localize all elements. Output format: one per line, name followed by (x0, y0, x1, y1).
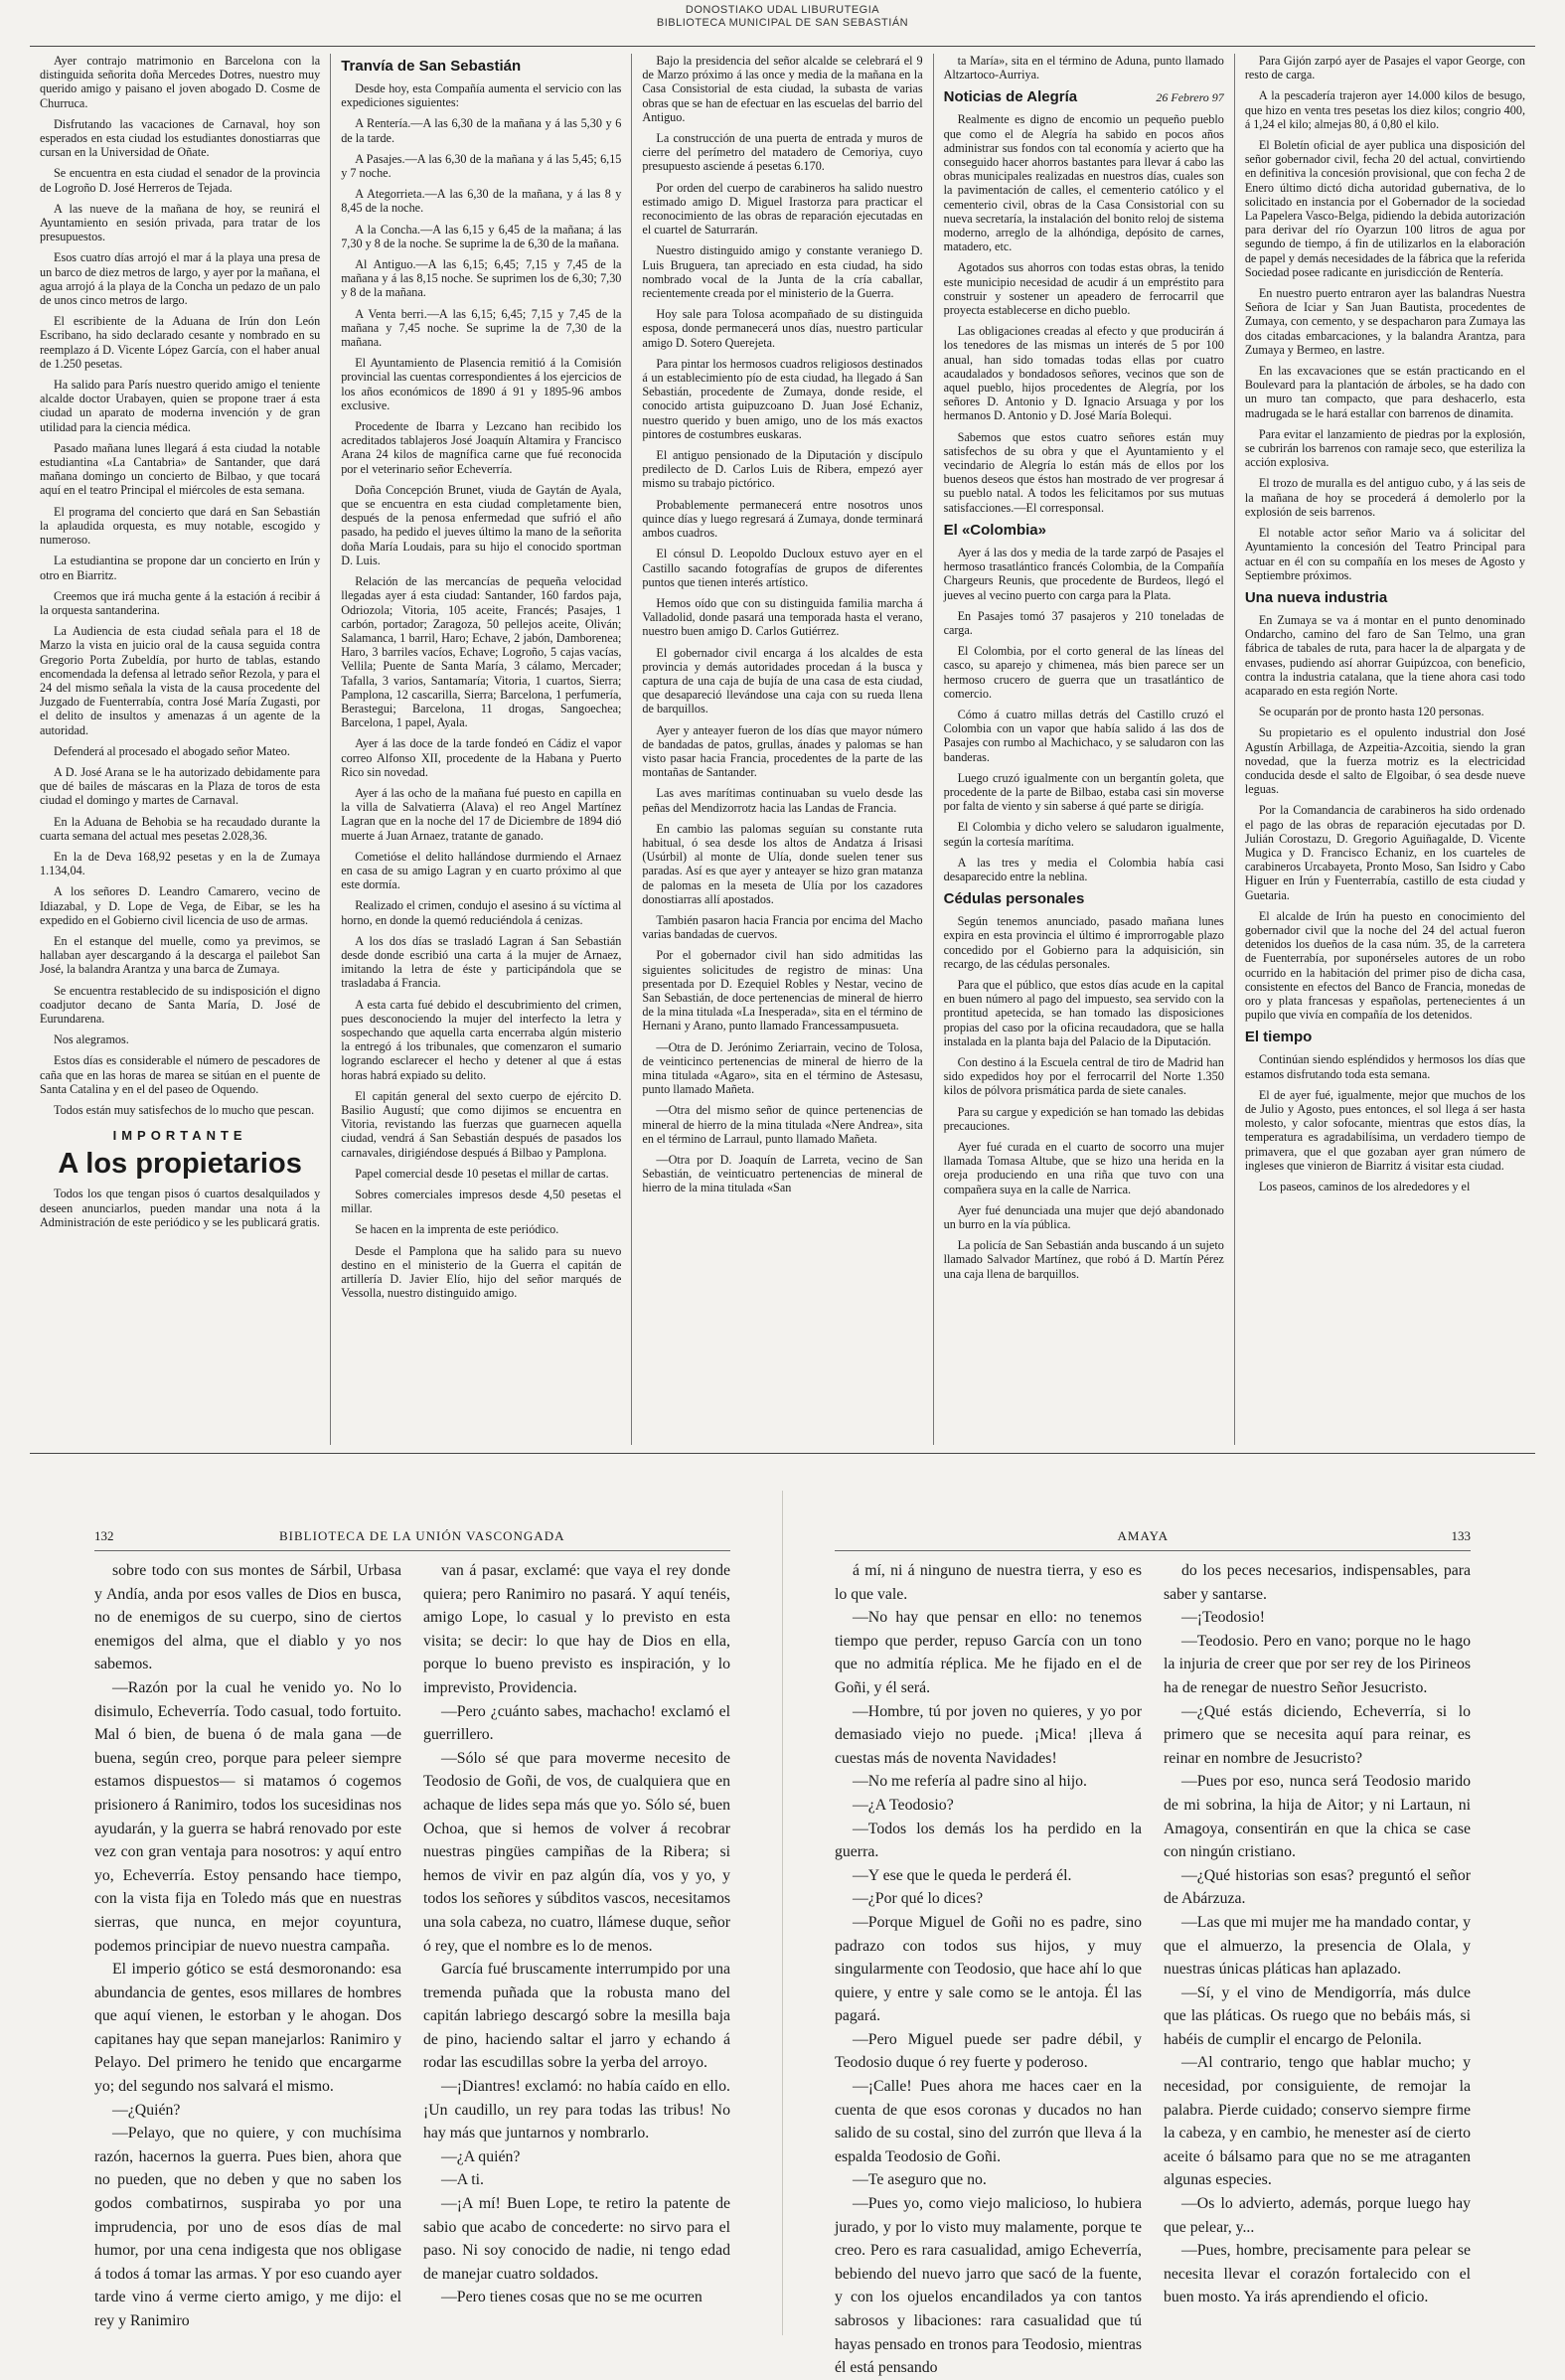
news-paragraph: A D. José Arana se le ha autorizado debidamente para que dé bailes de máscaras en la Plaza de toros de esta ciudad el domingo y martes de Carnaval. (40, 764, 321, 808)
running-title-right: AMAYA (1117, 1528, 1169, 1543)
news-paragraph: En las excavaciones que se están practicando en el Boulevard para la plantación de árboles, se ha dado con un muro tan compacto, que para deshacerlo, esta madrugada se le hará estallar con barrenos de dinamita. (1244, 364, 1526, 420)
section-heading: El tiempo (1244, 1029, 1313, 1046)
book-paragraph: —Pues por eso, nunca será Teodosio marido de mi sobrina, la hija de Aitor; y ni Lartaun, ni Amagoya, consentirán en que la chica se case con ningún cristiano. (1164, 1773, 1471, 1861)
news-paragraph: Cometióse el delito hallándose durmiendo el Arnaez en casa de su amigo Lagran y en cuarto próximo al que este dormía. (341, 849, 622, 892)
notice-label: IMPORTANTE (112, 1128, 247, 1144)
book-paragraph: —Pues yo, como viejo malicioso, lo hubiera jurado, y por lo visto muy malamente, porque te creo. Pero es rara casualidad, amigo Echeverría, bebiendo del nuevo jarro que sacó de la fuente, y con los ojuelos encandilados ya con tantos sabrosos y libaciones: rara casualidad que tú hayas pensado en tronos para Teodosio, mientras él está pensando (835, 2195, 1142, 2377)
news-paragraph: El antiguo pensionado de la Diputación y discípulo predilecto de D. Carlos Luis de Ribera, empezó ayer mismo su trabajo pictórico. (642, 448, 923, 491)
news-paragraph: Esos cuatro días arrojó el mar á la playa una presa de un barco de diez metros de largo, y ayer por la mañana, el agua arrojó á la playa de la Concha un pedazo de un palo de unos cinco metros de largo. (40, 250, 321, 308)
news-paragraph: Las obligaciones creadas al efecto y que producirán á los tenedores de las mismas un interés de 5 por 100 anual, han sido tomadas todas ellas por cuatro acaudalados y bondadosos señores, vecinos que son de aquel pueblo, hijos procedentes de Alegría, por los señores D. Antonio y D. Ignacio Arsuaga y por los hermanos D. Antonio y D. José María Bolequi. (943, 324, 1224, 423)
book-paragraph: —Te aseguro que no. (853, 2171, 987, 2189)
news-paragraph: Procedente de Ibarra y Lezcano han recibido los acreditados tablajeros José Joaquín Altamira y Francisco Arana 24 kilos de magnífica carne que fué reconocida por el veterinario señor Echeverría. (341, 419, 622, 476)
news-paragraph: En el estanque del muelle, como ya previmos, se hallaban ayer descargando á la descarga el pailebot San José, la balandra Arantza y una barca de Zumaya. (40, 933, 321, 977)
book-paragraph: —Hombre, tú por joven no quieres, y yo por demasiado viejo no puede. ¡Mica! ¡lleva á cuestas más de noventa Navidades! (835, 1702, 1142, 1767)
news-paragraph: Creemos que irá mucha gente á la estación á recibir á la orquesta santanderina. (40, 588, 321, 617)
news-paragraph: Estos días es considerable el número de pescadores de caña que en las horas de marea se sitúan en el puente de Santa Catalina y en el del paseo de Oquendo. (40, 1053, 321, 1096)
news-paragraph: El alcalde de Irún ha puesto en conocimiento del gobernador civil que la noche del 24 del actual fueron detenidos los dueños de la casa núm. 35, de la carretera de Fuenterrabía, por suponérseles autores de un robo ocurrido en la habitación del primer piso de dicha casa, consistente en efectos del Banco de Francia, monedas de oro y plata francesas y españolas, pertenecientes á un pupilo que vivía en compañía de los detenidos. (1244, 908, 1526, 1023)
news-paragraph: Se ocuparán por de pronto hasta 120 personas. (1258, 705, 1485, 719)
news-paragraph: Agotados sus ahorros con todas estas obras, la tenido este municipio necesidad de acudir á un empréstito para construir y sostener un apeadero de ferrocarril que proyecta establecerse en dicho pueblo. (943, 260, 1224, 318)
news-paragraph: También pasaron hacia Francia por encima del Macho varias bandadas de cuervos. (642, 912, 923, 942)
news-paragraph: Probablemente permanecerá entre nosotros unos quince días y luego regresará á Zumaya, donde terminará ambos cuadros. (642, 497, 923, 541)
news-paragraph: A las tres y media el Colombia había casi desaparecido entre la neblina. (943, 855, 1224, 883)
book-paragraph: —Pues, hombre, precisamente para pelear se necesita llevar el corazón fortalecido con el buen mosto. Ya irás aprendiendo el oficio. (1164, 2242, 1471, 2306)
book-paragraph: á mí, ni á ninguno de nuestra tierra, y eso es lo que vale. (835, 1562, 1142, 1603)
news-paragraph: Para Gijón zarpó ayer de Pasajes el vapor George, con resto de carga. (1244, 54, 1526, 82)
news-paragraph: El cónsul D. Leopoldo Ducloux estuvo ayer en el Castillo sacando fotografías de grupos de diferentes puntos que tienen interés artístico. (642, 547, 923, 589)
news-paragraph: —Otra de D. Jerónimo Zeriarrain, vecino de Tolosa, de veinticinco pertenencias de mineral de hierro de la mina titulada «Agaro», sita en el término de Astesasu, punto llamado Mañeta. (642, 1039, 923, 1097)
news-paragraph: Ayer fué denunciada una mujer que dejó abandonado un burro en la vía pública. (943, 1202, 1224, 1232)
news-paragraph: Ayer contrajo matrimonio en Barcelona con la distinguida señorita doña Mercedes Dotres, nuestro muy querido amigo y paisano el joven abogado D. Cosme de Churruca. (40, 54, 321, 110)
book-paragraph: —¡Calle! Pues ahora me haces caer en la cuenta de que esos coronas y ducados no han salido de su costal, sino del zurrón que lleva á la espalda Teodosio de Goñi. (835, 2078, 1142, 2165)
page-number-right: 133 (1451, 1528, 1471, 1543)
news-paragraph: El capitán general del sexto cuerpo de ejército D. Basilio Augustí; que como dijimos se encuentra en Vitoria, revistando las fuerzas que guarnecen aquella ciudad, vendrá á San Sebastián después de pasados los carnavales, dirigiéndose después á Bilbao y Pamplona. (341, 1088, 622, 1160)
section-heading-title: Noticias de Alegría (943, 88, 1078, 106)
news-paragraph: A Pasajes.—A las 6,30 de la mañana y á las 5,45; 6,15 y 7 noche. (341, 151, 622, 181)
book-paragraph: —Sólo sé que para moverme necesito de Teodosio de Goñi, de vos, de cualquiera que en achaque de lides sepa más que yo. Sólo sé, buen Ochoa, que si hemos de volver á recobrar nuestras pingües campiñas de la Ribera; si hemos de vivir en paz algún día, vos y yo, y todos los señores y súbditos vascos, necesitamos una sola cabeza, no cuatro, llámese duque, señor ó rey, que el nombre es lo de menos. (423, 1749, 730, 1955)
book-paragraph: —¡Teodosio! (1181, 1609, 1266, 1627)
news-paragraph: Doña Concepción Brunet, viuda de Gaytán de Ayala, que se encuentra en esta ciudad completamente bien, después de la penosa enfermedad que sufrió el año pasado, ha pedido el jueves último la mano de la señorita doña María Loudais, para su hijo el conocido sportman D. Luis. (341, 482, 622, 567)
running-title-left: BIBLIOTECA DE LA UNIÓN VASCONGADA (279, 1528, 565, 1543)
news-paragraph: La policía de San Sebastián anda buscando á un sujeto llamado Salvador Martínez, que robó á D. Martín Pérez una caja llena de barquillos. (943, 1238, 1224, 1281)
news-paragraph: Papel comercial desde 10 pesetas el millar de cartas. (355, 1166, 609, 1181)
section-heading: El «Colombia» (943, 521, 1046, 539)
book-right-column-1 (835, 1559, 1142, 2377)
news-paragraph: Bajo la presidencia del señor alcalde se celebrará el 9 de Marzo próximo á las once y media de la mañana en la Casa Consistorial de esta ciudad, la subasta de varias obras que se han de efectuar en las escuelas del barrio del Antiguo. (642, 54, 923, 124)
section-heading: Cédulas personales (943, 890, 1085, 908)
news-paragraph: A la pescadería trajeron ayer 14.000 kilos de besugo, que hizo en venta tres pesetas los diez kilos; congrio 400, á 1,24 el kilo; almejas 80, á 0,80 el kilo. (1244, 88, 1526, 131)
news-paragraph: Al Antiguo.—A las 6,15; 6,45; 7,15 y 7,45 de la mañana y á las 8,15 noche. Se suprimen los de 6,30; 7,30 y 8 de la mañana. (341, 257, 622, 300)
news-paragraph: ta María», sita en el término de Aduna, punto llamado Altzartoco-Aurriya. (943, 54, 1224, 82)
news-paragraph: Cómo á cuatro millas detrás del Castillo cruzó el Colombia con un vapor que había salido á las dos de Pasajes con rumbo al Machichaco, y se saludaron con las banderas. (943, 707, 1224, 764)
book-paragraph: sobre todo con sus montes de Sárbil, Urbasa y Andía, anda por esos valles de Dios en busca, no de enemigos de su cuerpo, sino de ciertos enemigos del alma, que el diablo y yo nos sabemos. (94, 1562, 401, 1673)
notice-headline: A los propietarios (58, 1148, 302, 1181)
book-paragraph: —¿Qué estás diciendo, Echeverría, si lo primero que se necesita aquí para reinar, es reinar en nombre de Jesucristo? (1164, 1702, 1471, 1767)
book-page-left-header (94, 1528, 730, 1551)
news-paragraph: A los dos días se trasladó Lagran á San Sebastián desde donde escribió una carta á la mujer de Arnaez, imitando la letra de éste y participándola que se trasladaba á Francia. (341, 933, 622, 991)
book-paragraph: —No me refería al padre sino al hijo. (853, 1773, 1087, 1791)
news-paragraph: Defenderá al procesado el abogado señor Mateo. (54, 743, 290, 758)
book-paragraph: —Sí, y el vino de Mendigorría, más dulce que las pláticas. Os ruego que no bebáis más, si habéis de cumplir el encargo de Pelonila. (1164, 1983, 1471, 2048)
book-paragraph: —Al contrario, tengo que hablar mucho; y necesidad, por consiguiente, de remojar la palabra. Pierde cuidado; conservo siempre firme la cabeza, y en cambio, he menester así de cierto aceite ó bálsamo para que no se me atraganten algunas especies. (1164, 2054, 1471, 2189)
news-paragraph: El programa del concierto que dará en San Sebastián la aplaudida orquesta, es muy notable, escogido y numeroso. (40, 504, 321, 548)
news-paragraph: Las aves marítimas continuaban su vuelo desde las peñas del Mendizorrotz hacia las Landas de Francia. (642, 786, 923, 815)
book-paragraph: —Teodosio. Pero en vano; porque no le hago la injuria de creer que por ser rey de los Pirineos ha de renegar de nuestro Señor Jesucristo. (1164, 1632, 1471, 1696)
library-stamp-line2: BIBLIOTECA MUNICIPAL DE SAN SEBASTIÁN (656, 17, 909, 29)
book-paragraph: do los peces necesarios, indispensables, para saber y santarse. (1164, 1562, 1471, 1603)
news-paragraph: La estudiantina se propone dar un concierto en Irún y otro en Biarritz. (40, 554, 321, 582)
news-paragraph: Para pintar los hermosos cuadros religiosos destinados á un establecimiento pío de esta ciudad, ha llegado á San Sebastián, procedente de Zumaya, donde reside, el conocido artista guipuzcoano D. Juan José Echaniz, nuestro querido y buen amigo, uno de los más exactos pintores de costumbres euskaras. (642, 356, 923, 441)
news-paragraph: En cambio las palomas seguían su constante ruta habitual, ó sea desde los altos de Andatza á Irisasi (Usúrbil) al monte de Ulía, donde suelen tener sus paradas. Así es que ayer y anteayer se hizo gran matanza de palomas en la meseta de Ulía por los cazadores donostiarras allí apostados. (642, 821, 923, 906)
book-paragraph: El imperio gótico se está desmoronando: esa abundancia de gentes, esos millares de hombres que aquí vienen, le estorban y le ahogan. Dos capitanes hay que sepan manejarlos: Ranimiro y Pelayo. Del primero he tenido que encargarme yo; del segundo nos salvará el mismo. (94, 1961, 401, 2096)
news-paragraph: Continúan siendo espléndidos y hermosos los días que estamos disfrutando toda esta semana. (1244, 1052, 1526, 1081)
book-page-left (94, 1528, 730, 2329)
news-paragraph: Ayer y anteayer fueron de los días que mayor número de bandadas de patos, grullas, ánades y palomas se han visto pasar hacia Francia, procedentes de la parte de las montañas de Santander. (642, 722, 923, 780)
book-paragraph: García fué bruscamente interrumpido por una tremenda puñada que la robusta mano del capitán labriego descargó sobre la mesilla baja de pino, haciendo saltar el jarro y echando á rodar las escudillas sobre la yerba del arroyo. (423, 1961, 730, 2072)
book-paragraph: —A ti. (441, 2171, 485, 2189)
news-paragraph: —Otra por D. Joaquín de Larreta, vecino de San Sebastián, de veinticuatro pertenencias de mineral de hierro de la mina titulada «San (642, 1153, 923, 1195)
book-paragraph: van á pasar, exclamé: que vaya el rey donde quiera; pero Ranimiro no pasará. Y aquí tenéis, amigo Lope, lo casual y lo previsto en esta visita; se decir: lo que hay de Dios en ella, porque lo bueno previsto es inspiración, y lo imprevisto, Providencia. (423, 1562, 730, 1696)
library-stamp-line1: DONOSTIAKO UDAL LIBURUTEGIA (685, 4, 880, 16)
news-paragraph: Desde el Pamplona que ha salido para su nuevo destino en el ministerio de la Guerra el capitán de artillería D. Javier Elío, hijo del señor marqués de Vessolla, nuestro distinguido amigo. (341, 1243, 622, 1301)
news-paragraph: El Colombia y dicho velero se saludaron igualmente, según la cortesía marítima. (943, 820, 1224, 849)
book-paragraph: —No hay que pensar en ello: no tenemos tiempo que perder, repuso García con un tono que no admitía réplica. Me he fijado en el de Goñi, y él será. (835, 1609, 1142, 1696)
section-heading: Tranvía de San Sebastián (341, 58, 522, 75)
book-paragraph: —Pero tienes cosas que no se me ocurren (441, 2289, 703, 2306)
news-paragraph: Disfrutando las vacaciones de Carnaval, hoy son esperados en esta ciudad los estudiantes donostiarras que cursan en la Universidad de Oñate. (40, 116, 321, 160)
book-paragraph: —Y ese que le queda le perderá él. (853, 1866, 1072, 1884)
news-paragraph: A Rentería.—A las 6,30 de la mañana y á las 5,30 y 6 de la tarde. (341, 116, 622, 145)
book-paragraph: —¿Quién? (112, 2101, 181, 2119)
book-paragraph: —Las que mi mujer me ha mandado contar, y que el almuerzo, la presencia de Olala, y nuestras únicas pláticas han aplazado. (1164, 1913, 1471, 1979)
book-right-column-2 (1164, 1559, 1471, 2314)
book-paragraph: —Porque Miguel de Goñi no es padre, sino padrazo con todos sus hijos, y muy singularmente con Teodosio, que hace ahí lo que quiere, y entre y sale como se le antoja. Él las pagará. (835, 1913, 1142, 2025)
news-paragraph: Según tenemos anunciado, pasado mañana lunes expira en esta provincia el último é improrrogable plazo concedido por el Gobierno para la adquisición, sin recargo, de las cédulas personales. (943, 914, 1224, 971)
news-paragraph: Ayer fué curada en el cuarto de socorro una mujer llamada Tomasa Altube, que se hizo una herida en la oreja produciendo en una riña que tuvo con una compañera suya en la calle de Narrica. (943, 1140, 1224, 1196)
news-paragraph: En la Aduana de Behobia se ha recaudado durante la cuarta semana del actual mes pesetas 2.028,36. (40, 814, 321, 843)
header-rule (30, 46, 1535, 47)
newspaper-bottom-rule (30, 1453, 1535, 1454)
news-paragraph: —Otra del mismo señor de quince pertenencias de mineral de hierro de la mina titulada «Nere Andrea», sita en el término de Larraul, punto llamado Mañeta. (642, 1103, 923, 1146)
news-paragraph: Luego cruzó igualmente con un bergantín goleta, que procedente de la parte de Bilbao, estaba casi sin moverse por falta de viento y sin saberse á qué parte se dirigía. (943, 770, 1224, 814)
news-paragraph: A Ategorrieta.—A las 6,30 de la mañana, y á las 8 y 8,45 de la noche. (341, 187, 622, 216)
news-paragraph: Desde hoy, esta Compañía aumenta el servicio con las expediciones siguientes: (341, 81, 622, 110)
news-paragraph: Se hacen en la imprenta de este periódico. (355, 1222, 559, 1237)
newspaper-column-1 (30, 54, 330, 1445)
news-paragraph: La construcción de una puerta de entrada y muros de cierre del perímetro del matadero de Cemoriya, cuyo presupuesto asciende á pesetas 6.170. (642, 131, 923, 174)
news-paragraph: Para que el público, que estos días acude en la capital en buen número al pago del impuesto, sea servido con la prontitud apetecida, se han tomado las disposiciones propias del caso por la oficina recaudadora, que se halla instalada en la planta baja del Palacio de la Diputación. (943, 977, 1224, 1048)
news-paragraph: A esta carta fué debido el descubrimiento del crimen, pues desconociendo la mujer del interfecto la letra y sospechando que aquella carta encerraba algún misterio la entregó á los tribunales, que comenzaron el sumario logrando esclarecer el hecho y detener al que á estas horas habrá expiado su delito. (341, 997, 622, 1082)
section-heading (944, 88, 1224, 106)
news-paragraph: Los paseos, caminos de los alrededores y el (1258, 1180, 1471, 1194)
news-paragraph: La Audiencia de esta ciudad señala para el 18 de Marzo la vista en juicio oral de la causa seguida contra Gregorio Porta Zubeldía, por hurto de tablas, estando encomendada la defensa al letrado señor Rezola, y para el 24 del mismo señala la vista de la causa procedente del Juzgado de Fuenterrabía, contra José María Zugasti, por el delito de insultos y amenazas á un agente de la autoridad. (40, 624, 321, 737)
news-paragraph: El trozo de muralla es del antiguo cubo, y á las seis de la mañana de hoy se procederá á demolerlo por la explosión de seis barrenos. (1244, 476, 1526, 519)
news-paragraph: El Colombia, por el corto general de las líneas del casco, su aparejo y chimenea, más bien parece ser un hermoso crucero de guerra que un trasatlántico de comercio. (943, 644, 1224, 701)
news-paragraph: Por la Comandancia de carabineros ha sido ordenado el pago de las obras de reparación ejecutadas por D. Julián Corostazu, D. Gregorio Aguiñagalde, D. Vicente Mugica y D. Francisco Echaniz, en los cuarteles de carabineros Urcabayeta, Pronto Moso, San Isidro y Cabo Higuer en Irún y Fuenterrabía, castillo de esta ciudad y Guetaria. (1244, 803, 1526, 902)
news-paragraph: Nuestro distinguido amigo y constante veraniego D. Luis Bruguera, tan apreciado en esta ciudad, ha sido nombrado vocal de la Junta de la cría caballar, recientemente creada por el ministerio de la Guerra. (642, 243, 923, 301)
news-paragraph: Realmente es digno de encomio un pequeño pueblo que como el de Alegría ha sabido en pocos años administrar sus fondos con tal economía y acierto que ha conseguido hacer ahorros bastantes para llevar á cabo las obras municipales realizadas en nuestros días, cuales son la pavimentación de calles, el cementerio católico y el cementerio civil, obras de la Casa Consistorial con su nueva secretaría, la instalación del bonito reloj de sistema moderno, arreglo de la alhóndiga, depósito de carnes, matadero, etc. (943, 112, 1224, 254)
news-paragraph: Hoy sale para Tolosa acompañado de su distinguida esposa, donde permanecerá unos días, nuestro particular amigo D. Sotero Querejeta. (642, 307, 923, 350)
book-paragraph: —Razón por la cual he venido yo. No lo disimulo, Echeverría. Todo casual, todo fortuito. Mal ó bien, de buena ó de mala gana —de buena, según creo, porque para peleer siempre estamos dispuestos— si matamos ó cogemos prisionero á Ranimiro, todos los sucesidinas nos ayudarán, y la guerra se habrá renovado por este vez con gran ventaja para nosotros: y aquí entro yo, Echeverría. Estoy pensando hace tiempo, con la vista fija en Toledo más que en nuestras sierras, que nunca, en mejor coyuntura, podemos principiar de nuevo nuestra campaña. (94, 1678, 401, 1955)
book-paragraph: —Todos los demás los ha perdido en la guerra. (835, 1820, 1142, 1861)
news-paragraph: El escribiente de la Aduana de Irún don León Escribano, ha sido declarado cesante y nombrado en su reemplazo á D. Vicente López García, con el haber anual de 1.250 pesetas. (40, 314, 321, 371)
book-paragraph: —Pero Miguel puede ser padre débil, y Teodosio duque ó rey fuerte y poderoso. (835, 2030, 1142, 2072)
news-paragraph: Pasado mañana lunes llegará á esta ciudad la notable estudiantina «La Cantabria» de Santander, que dará mañana domingo un concierto de Bilbao, y que tocará aquí en el teatro Principal el miércoles de esta semana. (40, 440, 321, 498)
news-paragraph: El notable actor señor Mario va á solicitar del Ayuntamiento la concesión del Teatro Principal para actuar en él con su compañía en los meses de Agosto y Septiembre próximos. (1244, 526, 1526, 582)
news-paragraph: A la Concha.—A las 6,15 y 6,45 de la mañana; á las 7,30 y 8 de la noche. Se suprime la de 6,30 de la mañana. (341, 222, 622, 250)
news-paragraph: Ayer á las ocho de la mañana fué puesto en capilla en la villa de Salvatierra (Alava) el reo Angel Martínez Lagran que en la noche del 17 de Diciembre de 1894 dió muerte á Juan Arnaez, tratante de ganado. (341, 785, 622, 843)
news-paragraph: El gobernador civil encarga á los alcaldes de esta provincia y demás autoridades procedan á la busca y captura de una caja de bujía de una casa de esta ciudad, que desapareció llevándose una caja con su rueda llena de barquillos. (642, 645, 923, 716)
book-left-column-1 (94, 1559, 401, 2329)
newspaper-column-5 (1234, 54, 1535, 1445)
book-paragraph: —¿Qué historias son esas? preguntó el señor de Abárzuza. (1164, 1866, 1471, 1908)
page-number-left: 132 (94, 1528, 114, 1543)
news-paragraph: Realizado el crimen, condujo el asesino á su víctima al horno, en donde la quemó reduciéndola á cenizas. (341, 898, 622, 927)
news-paragraph: Todos los que tengan pisos ó cuartos desalquilados y deseen anunciarlos, pueden mandar una nota á la Administración de este periódico y se les publicará gratis. (40, 1187, 321, 1229)
news-paragraph: Ayer á las doce de la tarde fondeó en Cádiz el vapor correo Alfonso XII, procedente de la Habana y Puerto Rico sin novedad. (341, 736, 622, 779)
news-paragraph: Por orden del cuerpo de carabineros ha salido nuestro estimado amigo D. Miguel Irastorza para practicar el reconocimiento de las obras de reparación ejecutadas en el cuartel de Saturrarán. (642, 180, 923, 238)
book-paragraph: —¿Por qué lo dices? (853, 1890, 984, 1908)
news-paragraph: Hemos oído que con su distinguida familia marcha á Valladolid, donde pasará una temporada hasta el verano, nuestro buen amigo D. Carlos Gutiérrez. (642, 595, 923, 639)
news-paragraph: El de ayer fué, igualmente, mejor que muchos de los de Julio y Agosto, pues entonces, el sol llega á ser hasta molesto, y calor sofocante, mientras que estos días, la temperatura es agradabilísima, un verdadero tiempo de primavera, que el que gozaban ayer gran número de ingleses que vinieron de Biarritz á visitar esta ciudad. (1244, 1087, 1526, 1173)
news-paragraph: Se encuentra en esta ciudad el senador de la provincia de Logroño D. José Herreros de Tejada. (40, 166, 321, 195)
news-paragraph: En la de Deva 168,92 pesetas y en la de Zumaya 1.134,04. (40, 849, 321, 878)
section-heading: Una nueva industria (1244, 588, 1388, 606)
news-paragraph: En Zumaya se va á montar en el punto denominado Ondarcho, camino del faro de San Telmo, una gran fábrica de tabales de ruta, para hacer la de alpargata y de envases, pudiendo así ahorrar Guipúzcoa, con beneficio, contra la industria catalana, que la tiene ahora casi todo acaparado en esta región Norte. (1244, 612, 1526, 698)
news-paragraph: Ha salido para París nuestro querido amigo el teniente alcalde doctor Urabayen, quien se propone traer á esta ciudad un aparato de moderna invención y de gran utilidad para la ciencia médica. (40, 378, 321, 434)
news-paragraph: Para su cargue y expedición se han tomado las debidas precauciones. (943, 1104, 1224, 1133)
book-paragraph: —Os lo advierto, además, porque luego hay que pelear, y... (1164, 2195, 1471, 2236)
section-heading-date: 26 Febrero 97 (1156, 90, 1224, 105)
book-paragraph: —¿A Teodosio? (853, 1796, 954, 1814)
news-paragraph: Se encuentra restablecido de su indisposición el digno coadjutor decano de Santa María, D. José de Eurundarena. (40, 983, 321, 1026)
news-paragraph: Sobres comerciales impresos desde 4,50 pesetas el millar. (341, 1188, 622, 1216)
library-stamp (30, 4, 1535, 50)
news-paragraph: Con destino á la Escuela central de tiro de Madrid han sido expedidos hoy por el ferrocarril del Norte 1.350 kilos de pólvora prismática parda de siete canales. (943, 1054, 1224, 1098)
book-paragraph: —¡A mí! Buen Lope, te retiro la patente de sabio que acabo de concederte: no sirvo para el paso. Ni soy conocido de nadie, ni tengo edad de manejar cuatro soldados. (423, 2195, 730, 2283)
news-paragraph: Ayer á las dos y media de la tarde zarpó de Pasajes el hermoso trasatlántico francés Colombia, de la Compañía Chargeurs Reunis, que procedente de Burdeos, llegó el jueves al vecino puerto con carga para la Plata. (943, 545, 1224, 602)
book-page-right (835, 1528, 1471, 2377)
news-paragraph: A las nueve de la mañana de hoy, se reunirá el Ayuntamiento en sesión privada, para tratar de los presupuestos. (40, 201, 321, 244)
news-paragraph: Sabemos que estos cuatro señores están muy satisfechos de su obra y que el Ayuntamiento y el vecindario de Alegría lo están más de ellos por los buenos deseos que éstos han mostrado de ver progresar á su pueblo natal. A todos les felicitamos por sus mutuas satisfacciones.—El corresponsal. (943, 429, 1224, 515)
news-paragraph: Para evitar el lanzamiento de piedras por la explosión, se cubrirán los barrenos con ramaje seco, que esteriliza la acción explosiva. (1244, 426, 1526, 470)
news-paragraph: Por el gobernador civil han sido admitidas las siguientes solicitudes de registro de minas: Una presentada por D. Ezequiel Robles y Nestar, vecino de San Sebastián, de doce pertenencias de mineral de hierro de la mina titulada «La Inesperada», sita en el término de Hernani y Arano, punto llamado Francessampusueta. (642, 948, 923, 1033)
newspaper-columns (30, 54, 1535, 1445)
newspaper-column-2 (330, 54, 631, 1445)
news-paragraph: El Ayuntamiento de Plasencia remitió á la Comisión provincial las cuentas correspondientes á los ejercicios de los años económicos de 1890 á 91 y 1895-96 ambos exclusive. (341, 356, 622, 412)
news-paragraph: Relación de las mercancías de pequeña velocidad llegadas ayer á esta ciudad: Santander, 160 fardos paja, Odriozola; Vitoria, 105 aceite, Francés; Pasajes, 1 carbón, portador; Zaragoza, 50 pellejos aceite, Oliván; Salamanca, 1 barril, Haro; Echave, 2 jabón, Damborenea; Haro, 3 barriles vacíos, Echave; Logroño, 5 cajas vacías, Vellila; Puente de Santa María, 3 cálamo, Mercader; Tafalla, 3 varios, Santamaría; Vitoria, 1 cuartos, Sierra; Pamplona, 12 cascarilla, Sierra; Barcelona, 1 perfumería, Berastegui; Barcelona, 11 drogas, Sangoechea; Barcelona, 1 papel, Ayala. (341, 574, 622, 730)
news-paragraph: El Boletín oficial de ayer publica una disposición del señor gobernador civil, fecha 20 del actual, convirtiendo en definitiva la concesión provisional, que con fecha 2 de Enero último dictó dicha autoridad gubernativa, de lo solicitado en instancia por el Gobernador de la sociedad La Papelera Vasco-Belga, pidiendo la debida autorización para derivar del río Oyarzun 100 litros de agua por segundo de tiempo, á fin de utilizarlos en la elaboración de papel y demás necesidades de la fábrica que la referida Sociedad posee radicante en jurisdicción de Rentería. (1244, 138, 1526, 279)
newspaper-column-3 (631, 54, 932, 1445)
news-paragraph: Todos están muy satisfechos de lo mucho que pescan. (54, 1103, 315, 1117)
newspaper-column-4 (933, 54, 1234, 1445)
book-paragraph: —Pero ¿cuánto sabes, machacho! exclamó el guerrillero. (423, 1702, 730, 1744)
news-paragraph: A Venta berri.—A las 6,15; 6,45; 7,15 y 7,45 de la mañana y 7,45 noche. Se suprime la de 7,30 de la mañana. (341, 306, 622, 350)
news-paragraph: A los señores D. Leandro Camarero, vecino de Idiazabal, y D. Lope de Vega, de Eibar, se les ha expedido en el Gobierno civil licencia de uso de armas. (40, 884, 321, 927)
news-paragraph: En Pasajes tomó 37 pasajeros y 210 toneladas de carga. (943, 608, 1224, 637)
book-page-right-header (835, 1528, 1471, 1551)
book-paragraph: —Pelayo, que no quiere, y con muchísima razón, hacernos la guerra. Pues bien, ahora que no pueden, que no deben y que no saben los godos combatirnos, suspiraba yo por una imprudencia, por uno de esos días de mal humor, por una cena indigesta que nos obligase á todos á tomar las armas. Y por eso cuando ayer tarde vino á verme cierto amigo, y me dijo: el rey y Ranimiro (94, 2125, 401, 2329)
book-gutter (782, 1491, 783, 2335)
book-paragraph: —¡Diantres! exclamó: no había caído en ello. ¡Un caudillo, un rey para todas las tribus! No hay más que juntarnos y nombrarlo. (423, 2078, 730, 2142)
news-paragraph: Nos alegramos. (54, 1032, 129, 1047)
book-paragraph: —¿A quién? (441, 2147, 521, 2165)
news-paragraph: Su propietario es el opulento industrial don José Agustín Arbillaga, de Azpeitia-Azcoitia, siendo la gran novedad, que la fuerza motriz es la electricidad conducida desde el salto de Elgoibar, ó sea desde nueve leguas. (1244, 725, 1526, 797)
news-paragraph: En nuestro puerto entraron ayer las balandras Nuestra Señora de Iciar y San Juan Bautista, procedentes de Zumaya, con cemento, y se despacharon para Zumaya las dos citadas embarcaciones, y la balandra Arantza, para Zumaya y Bermeo, en lastre. (1244, 286, 1526, 357)
book-left-column-2 (423, 1559, 730, 2314)
